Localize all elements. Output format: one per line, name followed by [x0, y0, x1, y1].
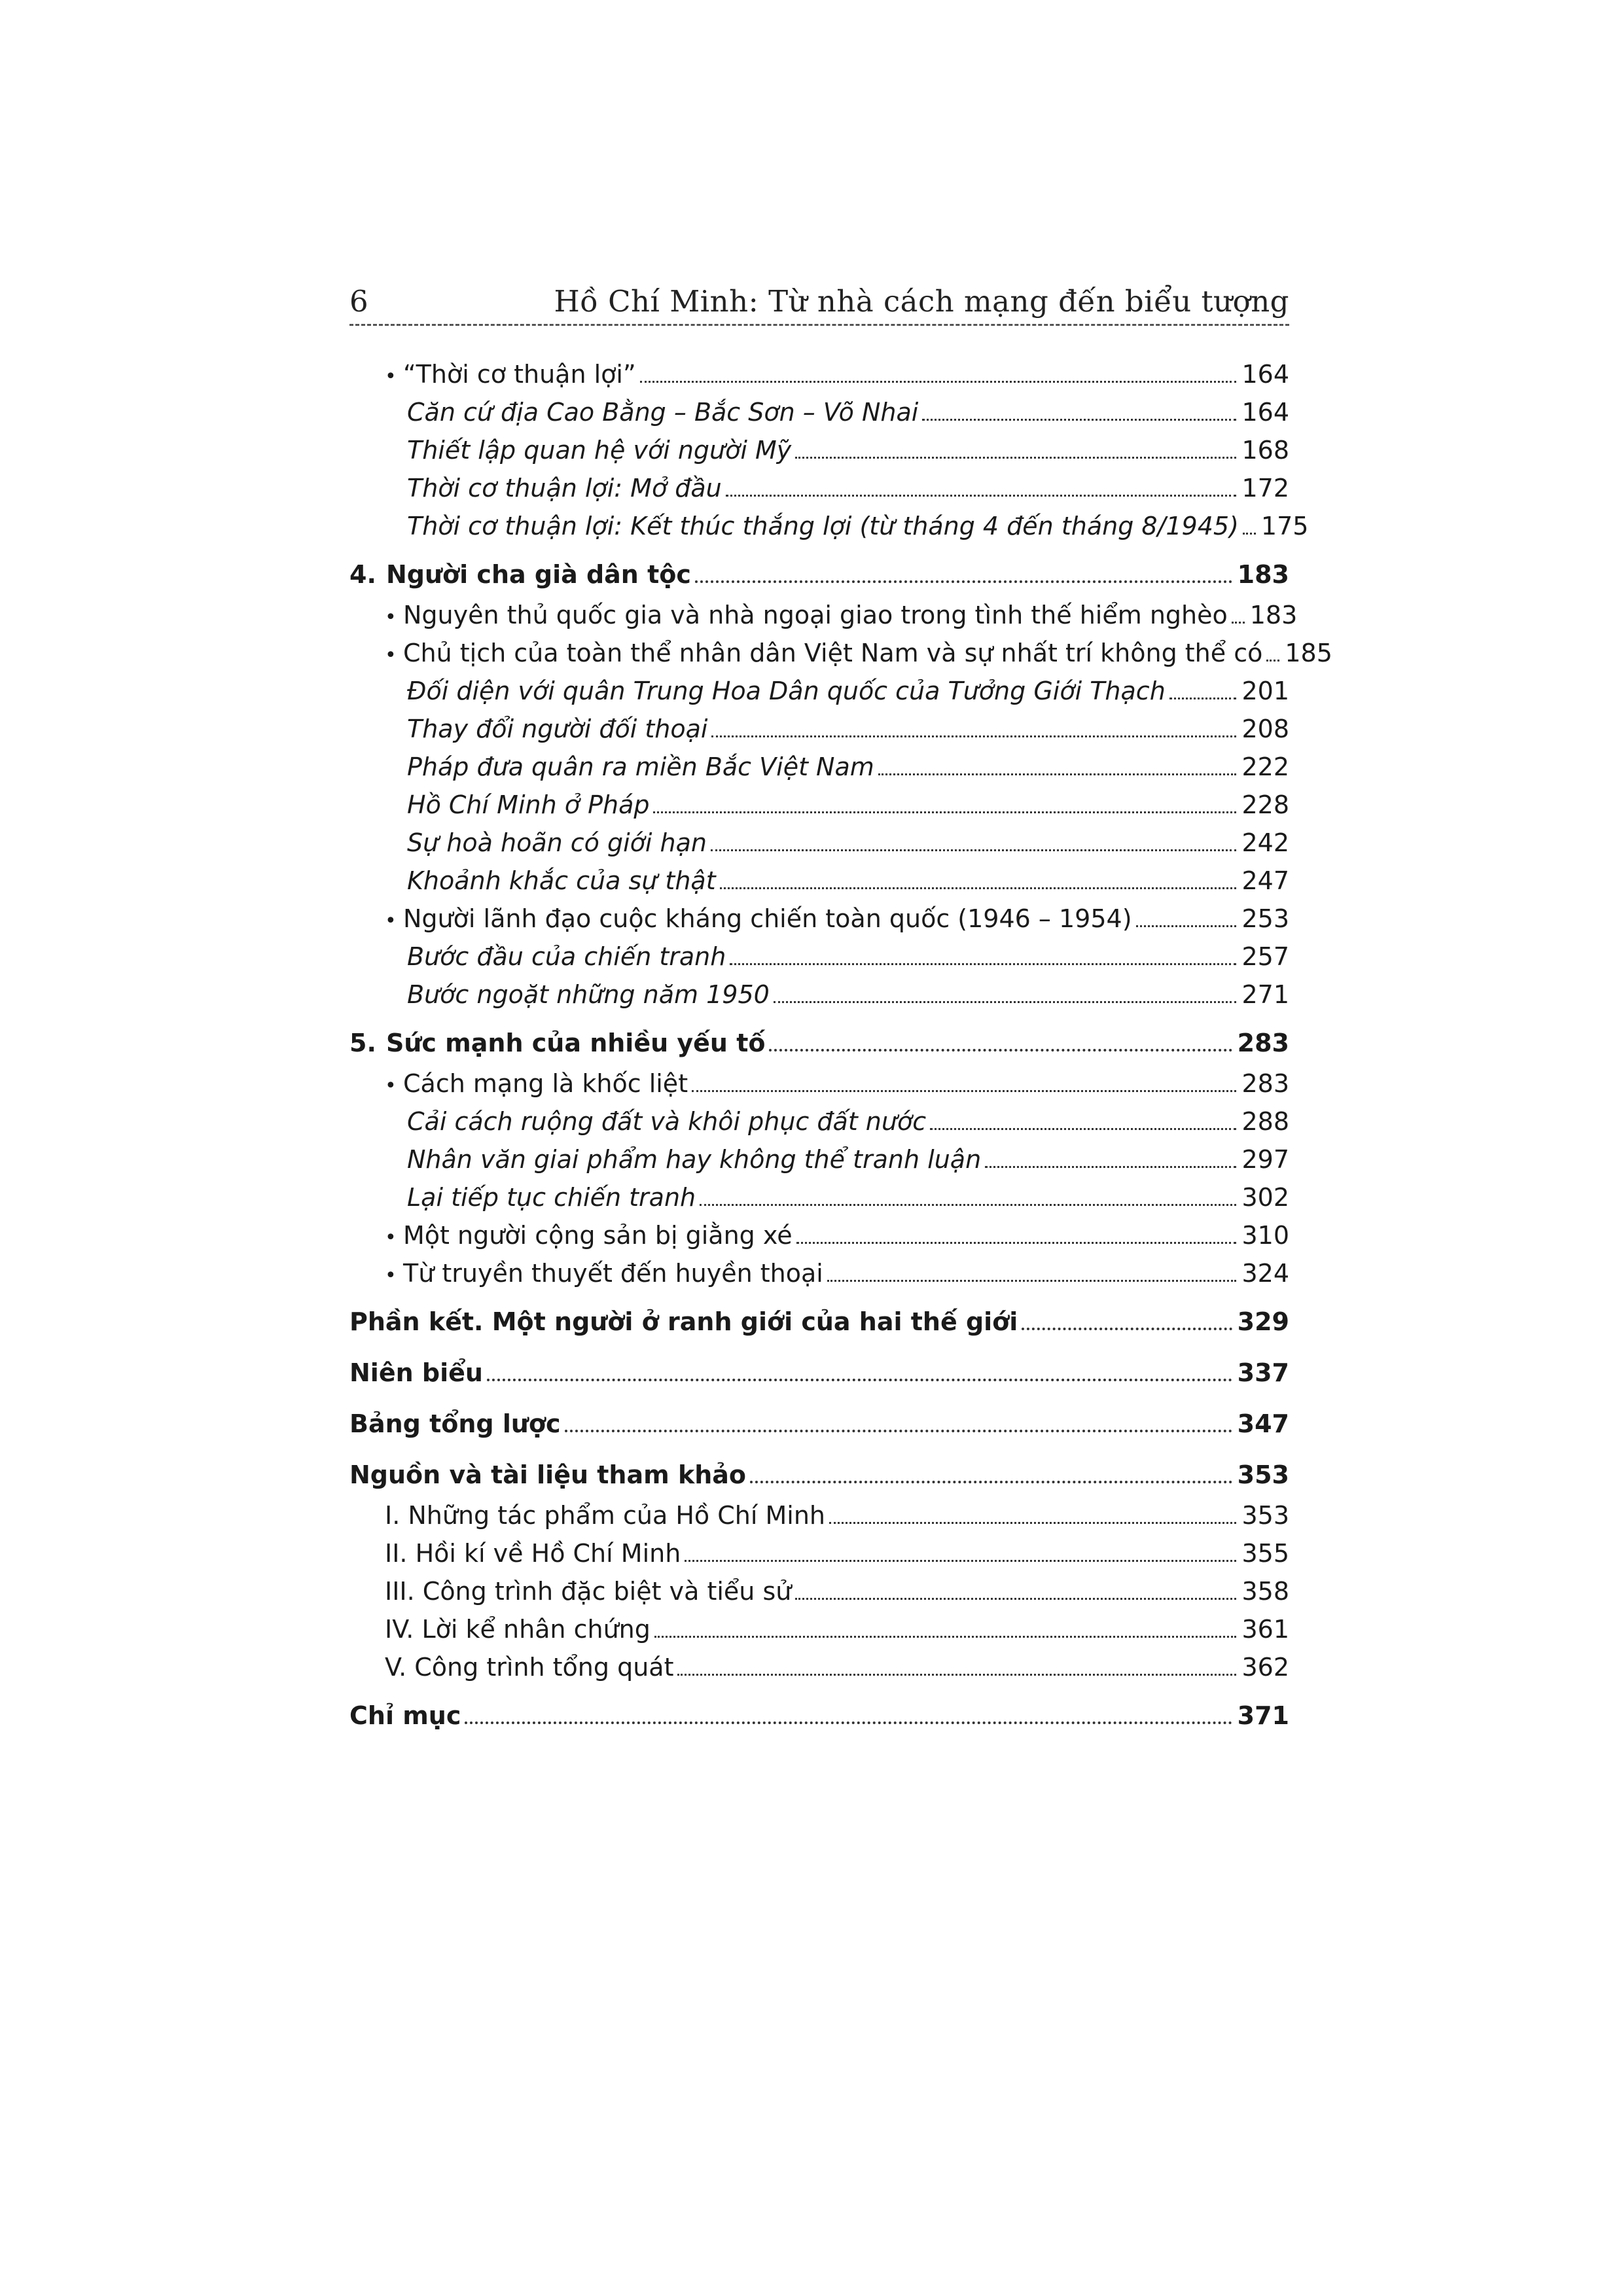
toc-entry-page: 247	[1241, 866, 1289, 895]
toc-entry	[349, 1460, 1289, 1501]
toc-entry-title: Chủ tịch của toàn thể nhân dân Việt Nam và sự nhất trí không thể có	[403, 639, 1263, 667]
toc-entry	[349, 639, 1332, 677]
page-number: 6	[349, 284, 368, 319]
dot-leader	[769, 1049, 1232, 1051]
toc-entry-page: 183	[1249, 601, 1298, 629]
chapter-number: 4.	[349, 560, 376, 589]
bullet-icon: •	[385, 910, 397, 932]
toc-entry-title: Thay đổi người đối thoại	[407, 715, 708, 743]
dot-leader	[1169, 698, 1237, 699]
toc-entry	[349, 1107, 1289, 1145]
dot-leader	[653, 811, 1236, 813]
toc-entry	[349, 1358, 1289, 1399]
toc-entry-title: Nguyên thủ quốc gia và nhà ngoại giao trong tình thế hiểm nghèo	[403, 601, 1228, 629]
dot-leader	[1266, 660, 1279, 662]
toc-entry-title: Nguồn và tài liệu tham khảo	[349, 1460, 747, 1489]
toc-entry-title: Sự hoà hoãn có giới hạn	[407, 828, 707, 857]
dot-leader	[640, 381, 1237, 383]
toc-entry-title: Một người cộng sản bị giằng xé	[403, 1221, 793, 1250]
page-header	[349, 275, 1289, 327]
toc-entry	[349, 1653, 1289, 1691]
dot-leader	[1232, 622, 1245, 624]
dot-leader	[827, 1280, 1237, 1282]
toc-entry-page: 302	[1241, 1183, 1289, 1212]
toc-entry-title: Niên biểu	[349, 1358, 483, 1387]
toc-entry-page: 208	[1241, 715, 1289, 743]
dot-leader	[774, 1001, 1237, 1003]
dot-leader	[695, 580, 1232, 583]
toc-entry	[349, 1221, 1289, 1259]
dot-leader	[465, 1722, 1232, 1724]
toc-entry-title: Sức mạnh của nhiều yếu tố	[386, 1029, 766, 1057]
toc-entry	[349, 1307, 1289, 1348]
toc-entry-page: 172	[1241, 474, 1289, 503]
toc-entry	[349, 1259, 1289, 1297]
toc-entry	[349, 1183, 1289, 1221]
chapter-number: 5.	[349, 1029, 376, 1057]
toc-entry-title: Căn cứ địa Cao Bằng – Bắc Sơn – Võ Nhai	[407, 398, 919, 427]
toc-entry	[349, 942, 1289, 980]
dot-leader	[1136, 925, 1237, 927]
header-divider	[349, 324, 1289, 326]
toc-entry	[349, 601, 1298, 639]
toc-entry-title: II. Hồi kí về Hồ Chí Minh	[385, 1539, 681, 1568]
toc-entry-title: Bước đầu của chiến tranh	[407, 942, 726, 971]
toc-entry-title: Chỉ mục	[349, 1701, 461, 1730]
toc-entry-page: 183	[1237, 560, 1289, 589]
toc-entry-page: 353	[1237, 1460, 1289, 1489]
dot-leader	[829, 1522, 1236, 1524]
toc-entry-title: Từ truyền thuyết đến huyền thoại	[403, 1259, 823, 1288]
dot-leader	[720, 887, 1237, 889]
toc-entry-page: 164	[1241, 360, 1289, 389]
toc-entry-title: Người cha già dân tộc	[386, 560, 691, 589]
toc-entry	[349, 1145, 1289, 1183]
dot-leader	[922, 419, 1236, 421]
dot-leader	[1243, 533, 1256, 535]
toc-entry-title: Hồ Chí Minh ở Pháp	[407, 790, 650, 819]
toc-entry-page: 271	[1241, 980, 1289, 1009]
toc-entry-page: 164	[1241, 398, 1289, 427]
toc-entry-title: Bước ngoặt những năm 1950	[407, 980, 770, 1009]
bullet-icon: •	[385, 1264, 397, 1287]
toc-entry	[349, 398, 1289, 436]
toc-entry-page: 201	[1241, 677, 1289, 705]
toc-entry-page: 337	[1237, 1358, 1289, 1387]
toc-entry-page: 283	[1237, 1029, 1289, 1057]
toc-entry-title: Bảng tổng lược	[349, 1409, 561, 1438]
bullet-icon: •	[385, 365, 397, 388]
toc-entry-page: 297	[1241, 1145, 1289, 1174]
toc-entry	[349, 474, 1289, 512]
toc-entry-page: 355	[1241, 1539, 1289, 1568]
dot-leader	[795, 1598, 1236, 1600]
dot-leader	[685, 1560, 1236, 1562]
toc-entry-title: Thời cơ thuận lợi: Mở đầu	[407, 474, 722, 503]
toc-entry	[349, 828, 1289, 866]
toc-entry-title: Khoảnh khắc của sự thật	[407, 866, 716, 895]
dot-leader	[730, 963, 1236, 965]
toc-entry	[349, 677, 1289, 715]
toc-entry-page: 324	[1241, 1259, 1289, 1288]
dot-leader	[878, 773, 1237, 775]
toc-entry-title: Phần kết. Một người ở ranh giới của hai thế giới	[349, 1307, 1018, 1336]
dot-leader	[750, 1481, 1232, 1483]
dot-leader	[700, 1204, 1236, 1206]
dot-leader	[796, 1242, 1237, 1244]
dot-leader	[726, 495, 1237, 497]
dot-leader	[692, 1090, 1236, 1092]
toc-entry-title: Nhân văn giai phẩm hay không thể tranh luận	[407, 1145, 982, 1174]
toc-entry-title: I. Những tác phẩm của Hồ Chí Minh	[385, 1501, 825, 1530]
toc-entry-page: 310	[1241, 1221, 1289, 1250]
toc-entry-title: III. Công trình đặc biệt và tiểu sử	[385, 1577, 792, 1606]
toc-entry-title: Cải cách ruộng đất và khôi phục đất nước	[407, 1107, 927, 1136]
dot-leader	[930, 1128, 1236, 1130]
toc-entry-title: V. Công trình tổng quát	[385, 1653, 674, 1682]
toc-entry	[349, 360, 1289, 398]
toc-entry	[349, 1539, 1289, 1577]
toc-entry	[349, 1701, 1289, 1742]
dot-leader	[487, 1379, 1232, 1381]
dot-leader	[565, 1430, 1232, 1432]
toc-entry-page: 371	[1237, 1701, 1289, 1730]
toc-entry-page: 257	[1241, 942, 1289, 971]
toc-entry-title: Lại tiếp tục chiến tranh	[407, 1183, 696, 1212]
dot-leader	[677, 1674, 1236, 1676]
toc-entry	[349, 715, 1289, 752]
toc-entry-title: Thiết lập quan hệ với người Mỹ	[407, 436, 792, 465]
toc-entry-page: 288	[1241, 1107, 1289, 1136]
toc-entry	[349, 790, 1289, 828]
toc-entry-title: Đối diện với quân Trung Hoa Dân quốc của Tưởng Giới Thạch	[407, 677, 1166, 705]
toc-entry-page: 283	[1241, 1069, 1289, 1098]
bullet-icon: •	[385, 606, 397, 629]
toc-entry-page: 362	[1241, 1653, 1289, 1682]
bullet-icon: •	[385, 1074, 397, 1097]
table-of-contents	[349, 360, 1332, 1742]
toc-entry-title: “Thời cơ thuận lợi”	[403, 360, 636, 389]
toc-entry	[349, 866, 1289, 904]
toc-entry	[349, 1069, 1289, 1107]
toc-entry	[349, 1501, 1289, 1539]
toc-entry-title: IV. Lời kể nhân chứng	[385, 1615, 651, 1644]
bullet-icon: •	[385, 644, 397, 667]
dot-leader	[795, 457, 1236, 459]
toc-entry	[349, 1615, 1289, 1653]
toc-entry-page: 242	[1241, 828, 1289, 857]
toc-entry-title: Cách mạng là khốc liệt	[403, 1069, 688, 1098]
toc-entry	[349, 512, 1309, 550]
toc-entry-page: 222	[1241, 752, 1289, 781]
toc-entry-page: 353	[1241, 1501, 1289, 1530]
toc-entry	[349, 1029, 1289, 1069]
toc-entry-page: 347	[1237, 1409, 1289, 1438]
dot-leader	[711, 849, 1236, 851]
dot-leader	[711, 735, 1236, 737]
dot-leader	[985, 1166, 1236, 1168]
bullet-icon: •	[385, 1226, 397, 1249]
toc-entry-page: 185	[1285, 639, 1332, 667]
toc-entry	[349, 436, 1289, 474]
toc-entry	[349, 980, 1289, 1018]
toc-entry-page: 168	[1241, 436, 1289, 465]
toc-entry	[349, 752, 1289, 790]
toc-entry-page: 175	[1260, 512, 1309, 540]
toc-entry	[349, 904, 1289, 942]
toc-entry-page: 329	[1237, 1307, 1289, 1336]
dot-leader	[1022, 1328, 1232, 1330]
toc-entry-title: Người lãnh đạo cuộc kháng chiến toàn quốc (1946 – 1954)	[403, 904, 1132, 933]
toc-entry-page: 361	[1241, 1615, 1289, 1644]
running-title: Hồ Chí Minh: Từ nhà cách mạng đến biểu tượng	[554, 284, 1289, 319]
toc-entry	[349, 1409, 1289, 1450]
toc-entry-page: 358	[1241, 1577, 1289, 1606]
toc-entry-page: 228	[1241, 790, 1289, 819]
toc-entry-title: Thời cơ thuận lợi: Kết thúc thắng lợi (từ tháng 4 đến tháng 8/1945)	[407, 512, 1239, 540]
toc-entry	[349, 560, 1289, 601]
toc-entry-title: Pháp đưa quân ra miền Bắc Việt Nam	[407, 752, 874, 781]
toc-entry	[349, 1577, 1289, 1615]
toc-entry-page: 253	[1241, 904, 1289, 933]
dot-leader	[654, 1636, 1237, 1638]
